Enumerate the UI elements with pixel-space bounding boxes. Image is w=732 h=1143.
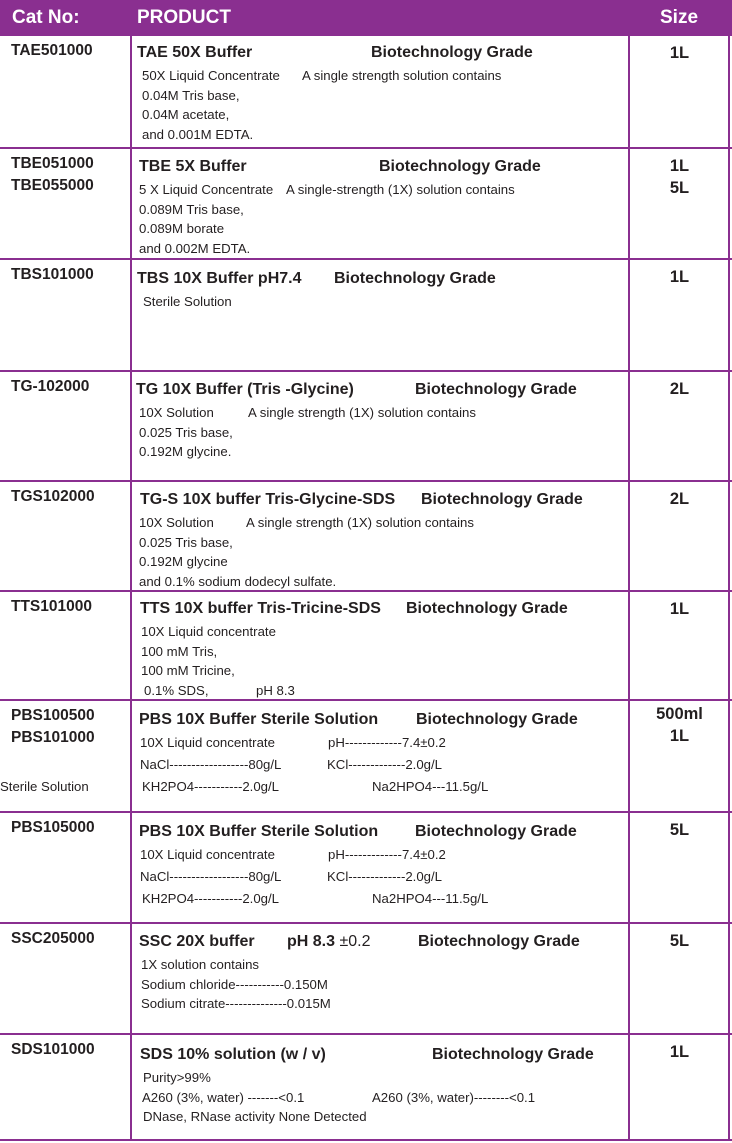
product-form: 50X Liquid Concentrate — [142, 68, 280, 83]
product-description: A single strength (1X) solution contains — [246, 515, 474, 530]
ph-value: pH 8.3 — [287, 933, 340, 950]
product-title: TAE 50X Buffer — [137, 44, 253, 61]
product-title: PBS 10X Buffer Sterile Solution — [139, 711, 379, 728]
cat-no: PBS101000 — [11, 729, 95, 746]
cat-no-cell — [11, 1039, 95, 1061]
size-value: 1L — [669, 157, 690, 175]
cat-no: TBE051000 — [11, 155, 94, 172]
cat-no-cell — [11, 264, 94, 286]
size-cell — [631, 1041, 728, 1063]
product-form: 10X Solution — [139, 515, 214, 530]
header-product: PRODUCT — [137, 7, 231, 28]
product-ph — [287, 932, 371, 952]
cat-no: SSC205000 — [11, 930, 95, 947]
table-row — [0, 149, 732, 260]
spec-value: Na2HPO4---11.5g/L — [372, 779, 489, 794]
size-value: 1L — [669, 268, 690, 286]
size-cell — [631, 42, 728, 64]
size-value: 1L — [669, 1043, 690, 1061]
table-row — [0, 260, 732, 372]
table-row — [0, 372, 732, 482]
composition-line: 0.04M Tris base, — [142, 87, 240, 103]
composition-line: 0.04M acetate, — [142, 107, 230, 122]
grade-label: Biotechnology Grade — [371, 44, 533, 61]
spec-value: KCl-------------2.0g/L — [327, 757, 443, 772]
size-value: 2L — [669, 380, 690, 398]
composition-line: Sodium citrate--------------0.015M — [141, 996, 331, 1011]
grade-label: Biotechnology Grade — [421, 491, 583, 508]
cat-no-cell — [11, 928, 95, 950]
size-cell — [631, 703, 728, 747]
spec-value: pH-------------7.4±0.2 — [328, 847, 446, 862]
spec-value: 10X Liquid concentrate — [140, 735, 275, 750]
cat-no: TGS102000 — [11, 488, 95, 505]
grade-label: Biotechnology Grade — [415, 823, 577, 840]
product-title: PBS 10X Buffer Sterile Solution — [139, 823, 379, 840]
grade-label: Biotechnology Grade — [416, 711, 578, 728]
table-row — [0, 924, 732, 1035]
spec-value: 10X Liquid concentrate — [140, 847, 275, 862]
composition-line: 0.089M borate — [139, 221, 225, 236]
spec-value: Sterile Solution — [0, 779, 89, 794]
table-row — [0, 592, 732, 701]
grade-label: Biotechnology Grade — [432, 1046, 594, 1063]
cat-no-cell — [11, 153, 94, 197]
product-form: 10X Liquid concentrate — [141, 624, 276, 639]
product-title: SDS 10% solution (w / v) — [140, 1046, 326, 1063]
cat-no: TBE055000 — [11, 177, 94, 194]
composition-line: 0.089M Tris base, — [139, 201, 244, 217]
cat-no-cell — [11, 376, 89, 398]
table-row — [0, 482, 732, 592]
product-form: 5 X Liquid Concentrate — [139, 182, 274, 197]
cat-no: PBS100500 — [11, 707, 95, 724]
size-value: 2L — [669, 490, 690, 508]
grade-label: Biotechnology Grade — [334, 270, 496, 287]
composition-line: 0.025 Tris base, — [139, 424, 233, 440]
cat-no: SDS101000 — [11, 1041, 95, 1058]
size-value: 500ml — [656, 705, 703, 723]
composition-line: and 0.1% sodium dodecyl sulfate. — [139, 573, 337, 589]
cat-no-cell — [11, 486, 95, 508]
composition-line: 100 mM Tris, — [141, 643, 218, 659]
product-table — [0, 36, 732, 1143]
spec-value: pH-------------7.4±0.2 — [328, 735, 446, 750]
product-form: Purity>99% — [143, 1070, 211, 1085]
size-cell — [631, 819, 728, 841]
cat-no-cell — [11, 596, 92, 618]
grade-label: Biotechnology Grade — [418, 933, 580, 950]
cat-no: TG-102000 — [11, 378, 90, 395]
cat-no-cell — [11, 817, 95, 839]
size-cell — [631, 155, 728, 199]
ph-line: pH 8.3 — [256, 682, 295, 698]
cat-no: TTS101000 — [11, 598, 92, 615]
spec-value: NaCl------------------80g/L — [140, 757, 282, 772]
composition-line: 0.192M glycine — [139, 554, 228, 569]
size-cell — [631, 266, 728, 288]
product-title: TBE 5X Buffer — [139, 158, 247, 175]
spec-value: A260 (3%, water) -------<0.1 — [142, 1089, 305, 1105]
size-value: 5L — [669, 179, 690, 197]
size-value: 1L — [669, 600, 690, 618]
size-value: 1L — [669, 44, 690, 62]
spec-value: Na2HPO4---11.5g/L — [372, 891, 489, 906]
product-title: TG-S 10X buffer Tris-Glycine-SDS — [140, 491, 396, 508]
product-form: 1X solution contains — [141, 957, 260, 972]
composition-line: DNase, RNase activity None Detected — [143, 1108, 367, 1124]
table-row — [0, 36, 732, 149]
product-description: A single-strength (1X) solution contains — [286, 182, 515, 197]
cat-no-cell — [11, 705, 95, 749]
cat-no-cell — [11, 40, 93, 62]
product-form: 10X Solution — [139, 405, 214, 420]
spec-value: KH2PO4-----------2.0g/L — [142, 779, 280, 794]
table-row — [0, 1035, 732, 1141]
product-title: TTS 10X buffer Tris-Tricine-SDS — [140, 600, 381, 617]
size-value: 5L — [669, 821, 690, 839]
header-cat-no: Cat No: — [12, 7, 80, 28]
grade-label: Biotechnology Grade — [406, 600, 568, 617]
size-cell — [631, 598, 728, 620]
size-value: 5L — [669, 932, 690, 950]
product-description: A single strength (1X) solution contains — [248, 405, 476, 420]
composition-line: Sodium chloride-----------0.150M — [141, 976, 328, 992]
cat-no: TAE501000 — [11, 42, 93, 59]
composition-line: 0.025 Tris base, — [139, 534, 233, 550]
cat-no: TBS101000 — [11, 266, 94, 283]
spec-value: KCl-------------2.0g/L — [327, 869, 443, 884]
cat-no: PBS105000 — [11, 819, 95, 836]
size-cell — [631, 930, 728, 952]
header-size: Size — [660, 7, 699, 28]
spec-value: NaCl------------------80g/L — [140, 869, 282, 884]
product-description: A single strength solution contains — [302, 68, 502, 83]
size-cell — [631, 488, 728, 510]
product-title: SSC 20X buffer — [139, 933, 255, 950]
table-header — [0, 0, 732, 36]
composition-line: 0.1% SDS, — [144, 682, 209, 698]
ph-tolerance: ±0.2 — [339, 933, 371, 950]
product-title: TBS 10X Buffer pH7.4 — [137, 270, 302, 287]
spec-value: KH2PO4-----------2.0g/L — [142, 891, 280, 906]
grade-label: Biotechnology Grade — [415, 381, 577, 398]
size-value: 1L — [669, 727, 690, 745]
product-form: Sterile Solution — [143, 294, 232, 309]
size-cell — [631, 378, 728, 400]
grade-label: Biotechnology Grade — [379, 158, 541, 175]
table-row — [0, 813, 732, 924]
product-title: TG 10X Buffer (Tris -Glycine) — [136, 381, 354, 398]
spec-value: A260 (3%, water)--------<0.1 — [372, 1089, 536, 1105]
composition-line: and 0.002M EDTA. — [139, 240, 251, 256]
composition-line: and 0.001M EDTA. — [142, 126, 254, 142]
table-row — [0, 701, 732, 813]
composition-line: 0.192M glycine. — [139, 444, 232, 459]
composition-line: 100 mM Tricine, — [141, 663, 235, 678]
